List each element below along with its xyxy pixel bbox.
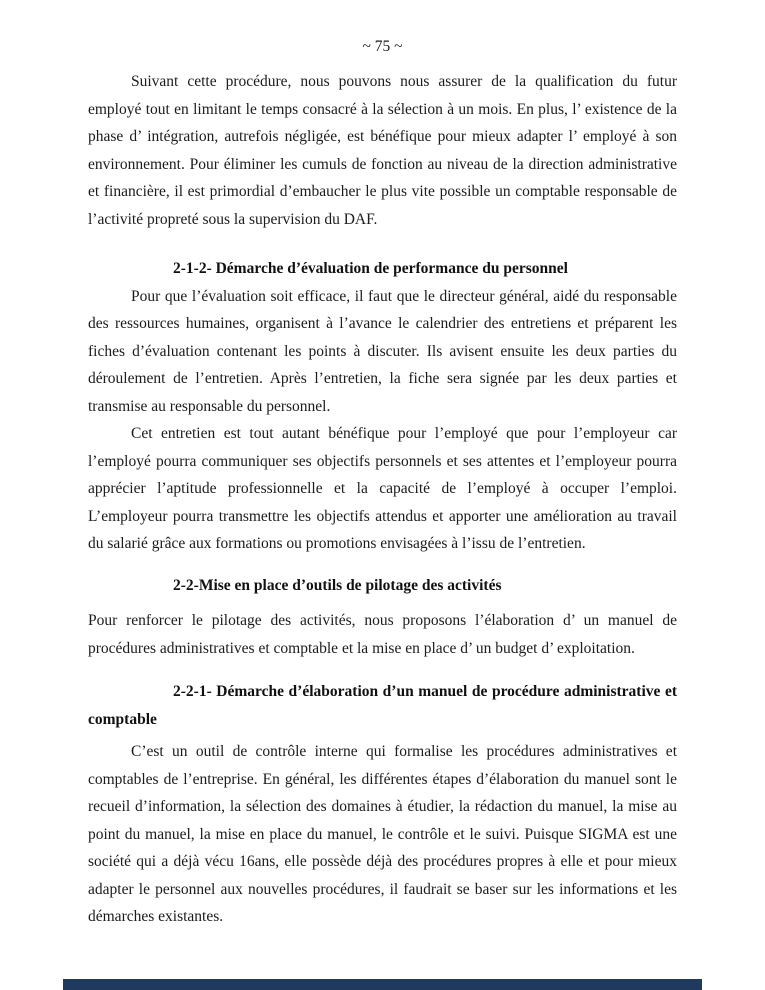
paragraph-interview-benefits: Cet entretien est tout autant bénéfique pour l’employé que pour l’employeur car l’employé pourra communiquer ses objectifs personnels et ses attentes et l’employeur pourra apprécier l’aptitude professionnelle et la capacité de l’employé à occuper l’emploi. L’employeur pourra transmettre les objectifs attendus et apporter une amélioration au travail du salarié grâce aux formations ou promotions envisagées à l’issu de l’entretien. [88, 425, 677, 552]
paragraph-evaluation-process: Pour que l’évaluation soit efficace, il faut que le directeur général, aidé du responsable des ressources humaines, organisent à l’avance le calendrier des entretiens et préparent les fiches d’évaluation contenant les points à discuter. Ils avisent ensuite les deux parties du déroulement de l’entretien. Après l’entretien, la fiche sera signée par les deux parties et transmise au responsable du personnel. [88, 287, 677, 415]
table-top-edge-bar [63, 979, 702, 990]
paragraph-manual-elaboration: C’est un outil de contrôle interne qui formalise les procédures administratives et comptables de l’entreprise. En général, les différentes étapes d’élaboration du manuel sont le recueil d’information, la sélection des domaines à étudier, la rédaction du manuel, la mise au point du manuel, la mise en place du manuel, le contrôle et le suivi. Puisque SIGMA est une société qui a déjà vécu 16ans, elle possède déjà des procédures propres à elle et pour mieux adapter le personnel aux nouvelles procédures, il faudrait se baser sur les informations et les démarches existantes. [88, 743, 677, 925]
section-heading-2-2-1: 2-2-1- Démarche d’élaboration d’un manuel de procédure administrative et comptable [88, 683, 677, 728]
section-heading-2-1-2: 2-1-2- Démarche d’évaluation de performance du personnel [173, 260, 568, 277]
page-number: ~ 75 ~ [362, 38, 403, 55]
paragraph-pilotage-intro: Pour renforcer le pilotage des activités, nous proposons l’élaboration d’ un manuel de procédures administratives et comptable et la mise en place d’ un budget d’ exploitation. [88, 612, 677, 657]
section-heading-2-2: 2-2-Mise en place d’outils de pilotage des activités [173, 576, 502, 594]
paragraph-recruitment-procedure: Suivant cette procédure, nous pouvons nous assurer de la qualification du futur employé tout en limitant le temps consacré à la sélection à un mois. En plus, l’ existence de la phase d’ intégration, autrefois négligée, est bénéfique pour mieux adapter l’ employé à son environnement. Pour éliminer les cumuls de fonction au niveau de la direction administrative et financière, il est primordial d’embaucher le plus vite possible un comptable responsable de l’activité propreté sous la supervision du DAF. [88, 73, 677, 228]
